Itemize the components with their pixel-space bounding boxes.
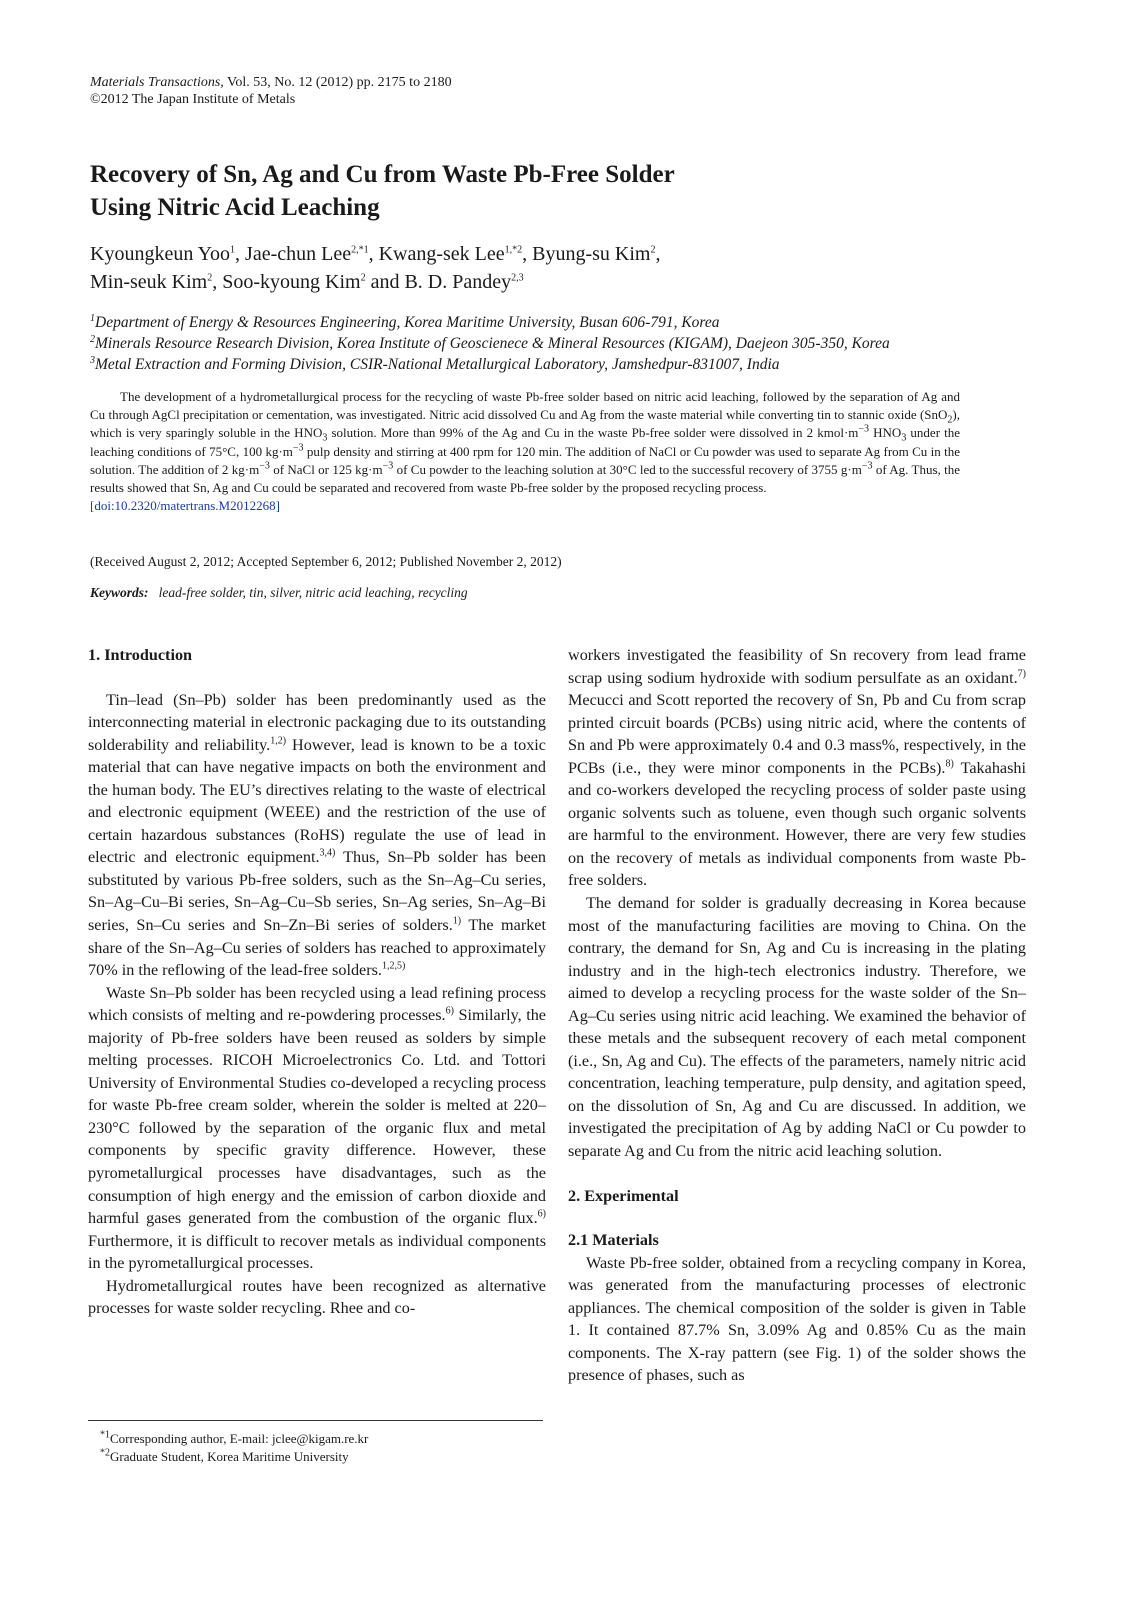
received-dates: (Received August 2, 2012; Accepted September 6, 2012; Published November 2, 2012) (90, 554, 562, 569)
footnotes (100, 1430, 368, 1466)
footnote: $^{*1}$Corresponding author, E-mail: jclee@kigam.re.kr (100, 1429, 369, 1446)
paragraph: The demand for solder is gradually decreasing in Korea because most of the manufacturing facilities are moving to China. On the contrary, the demand for Sn, Ag and Cu is increasing in the plating industry and in the high-tech electronics industry. Therefore, we aimed to develop a recycling process for the waste solder of the Sn–Ag–Cu series using nitric acid leaching. We examined the behavior of these metals and the subsequent recovery of each metal component (i.e., Sn, Ag and Cu). The effects of the parameters, namely nitric acid concentration, leaching temperature, pulp density, and agitation speed, on the dissolution of Sn, Ag and Cu are discussed. In addition, we investigated the precipitation of Ag by adding NaCl or Cu powder to separate Ag and Cu from the nitric acid leaching solution. (568, 894, 1026, 1161)
title-line-1: Recovery of Sn, Ag and Cu from Waste Pb-Free Solder (90, 161, 675, 188)
affiliation-3: $^3$Metal Extraction and Forming Division, CSIR-National Metallurgical Laboratory, Jamshedpur-831007, India (90, 354, 780, 373)
affiliation-2: $^2$Minerals Resource Research Division, Korea Institute of Geoscienece & Mineral Resources (KIGAM), Daejeon 305-350, Korea (90, 333, 890, 352)
author-affil-mark: 2 (207, 272, 213, 284)
subsection-heading: 2.1 Materials (568, 1231, 659, 1250)
author-affil-mark: 2,3 (511, 272, 524, 284)
journal-detail: , Vol. 53, No. 12 (2012) pp. 2175 to 2180 (220, 75, 452, 90)
footnote: $^{*2}$Graduate Student, Korea Maritime University (100, 1447, 349, 1464)
author-name: Soo-kyoung Kim (222, 271, 361, 293)
keywords-text: lead-free solder, tin, silver, nitric acid leaching, recycling (158, 585, 468, 600)
footnote-rule (88, 1420, 543, 1421)
section-heading: 2. Experimental (568, 1186, 679, 1205)
column-left (88, 644, 546, 1320)
keywords-label: Keywords: (90, 585, 149, 600)
title-line-2: Using Nitric Acid Leaching (90, 194, 380, 221)
keywords (90, 585, 468, 601)
journal-header (90, 74, 452, 108)
author-affil-mark: 2,*1 (351, 244, 369, 256)
doi-link[interactable]: [doi:10.2320/matertrans.M2012268] (90, 498, 280, 514)
author-name: Min-seuk Kim (90, 271, 208, 293)
journal-name: Materials Transactions (90, 75, 221, 90)
paragraph: Waste Sn–Pb solder has been recycled using a lead refining process which consists of melting and re-powdering processes.$^{6)}$ Similarly, the majority of Pb-free solders have been reused as solders by simple melting processes. RICOH Microelectronics Co. Ltd. and Tottori University of Environmental Studies co-developed a recycling process for waste Pb-free cream solder, wherein the solder is melted at 220–230°C followed by the separation of the organic flux and metal components by specific gravity difference. However, these pyrometallurgical processes have disadvantages, such as the consumption of high energy and the emission of carbon dioxide and harmful gases generated from the combustion of the organic flux.$^{6)}$ Furthermore, it is difficult to recover metals as individual components in the pyrometallurgical processes. (88, 983, 546, 1273)
section-heading: 1. Introduction (88, 646, 193, 664)
author-name: Byung-su Kim (532, 243, 651, 265)
author-affil-mark: 2 (360, 272, 366, 284)
author-affil-mark: 1,*2 (504, 244, 523, 256)
author-affil-mark: 2 (650, 244, 656, 256)
author-name: Jae-chun Lee (245, 243, 352, 265)
affiliation-1: $^1$Department of Energy & Resources Engineering, Korea Maritime University, Busan 606-791, Korea (90, 312, 720, 331)
paragraph: Waste Pb-free solder, obtained from a recycling company in Korea, was generated from the manufacturing processes of electronic appliances. The chemical composition of the solder is given in Table 1. It contained 87.7% Sn, 3.09% Ag and 0.85% Cu as the main components. The X-ray pattern (see Fig. 1) of the solder shows the presence of phases, such as (568, 1253, 1026, 1385)
author-name: B. D. Pandey (404, 271, 512, 293)
paper-title (90, 158, 890, 224)
paragraph: Tin–lead (Sn–Pb) solder has been predominantly used as the interconnecting material in electronic packaging due to its outstanding solderability and reliability.$^{1,2)}$ However, lead is known to be a toxic material that can have negative impacts on both the environment and the human body. The EU’s directives relating to the waste of electrical and electronic equipment (WEEE) and the restriction of the use of certain hazardous substances (RoHS) regulate the use of lead in electric and electronic equipment.$^{3,4)}$ Thus, Sn–Pb solder has been substituted by various Pb-free solders, such as the Sn–Ag–Cu series, Sn–Ag–Cu–Bi series, Sn–Ag–Cu–Sb series, Sn–Ag series, Sn–Ag–Bi series, Sn–Cu series and Sn–Zn–Bi series of solders.$^{1)}$ The market share of the Sn–Ag–Cu series of solders has reached to approximately 70% in the reflowing of the lead-free solders.$^{1,2,5)}$ (88, 690, 546, 980)
paragraph: Hydrometallurgical routes have been recognized as alternative processes for waste solder recycling. Rhee and co- (88, 1276, 546, 1318)
author-affil-mark: 1 (230, 244, 236, 256)
author-list: Kyoungkeun Yoo$^1$, Jae-chun Lee$^{2,*1}$, Kwang-sek Lee$^{1,*2}$, Byung-su Kim$^2$, Min-seuk Kim$^2$, Soo-kyoung Kim$^2$ and B. D. Pandey$^{2,3}$ (90, 243, 661, 293)
paragraph: workers investigated the feasibility of Sn recovery from lead frame scrap using sodium hydroxide with sodium persulfate as an oxidant.$^{7)}$ Mecucci and Scott reported the recovery of Sn, Pb and Cu from scrap printed circuit boards (PCBs) using nitric acid, where the contents of Sn and Pb were approximately 0.4 and 0.3 mass%, respectively, in the PCBs (i.e., they were minor components in the PCBs).$^{8)}$ Takahashi and co-workers developed the recycling process of solder paste using organic solvents such as toluene, even though such organic solvents are harmful to the environment. However, there are very few studies on the recovery of metals as individual components from waste Pb-free solders. (568, 646, 1026, 890)
affiliations (90, 312, 1050, 375)
abstract: The development of a hydrometallurgical process for the recycling of waste Pb-free solder based on nitric acid leaching, followed by the separation of Ag and Cu through AgCl precipitation or cementation, was investigated. Nitric acid dissolved Cu and Ag from the waste material while converting tin to stannic oxide (SnO$_2$), which is very sparingly soluble in the $HNO_3$ solution. More than 99% of the Ag and Cu in the waste Pb-free solder were dissolved in 2 $kmol\cdot m^{-3}$ $HNO_3$ under the leaching conditions of 75°C, 100 $kg\cdot m^{-3}$ pulp density and stirring at 400 rpm for 120 min. The addition of NaCl or Cu powder was used to separate Ag from Cu in the solution. The addition of 2 $kg\cdot m^{-3}$ of NaCl or 125 $kg\cdot m^{-3}$ of Cu powder to the leaching solution at 30°C led to the successful recovery of 3755 $g\cdot m^{-3}$ of Ag. Thus, the results showed that Sn, Ag and Cu could be separated and recovered from waste Pb-free solder by the proposed recycling process. [doi:10.2320/matertrans.M2012268] (90, 389, 961, 514)
column-right (568, 644, 1026, 1387)
copyright: ©2012 The Japan Institute of Metals (90, 92, 296, 107)
author-name: Kyoungkeun Yoo (90, 243, 231, 265)
author-name: Kwang-sek Lee (378, 243, 505, 265)
